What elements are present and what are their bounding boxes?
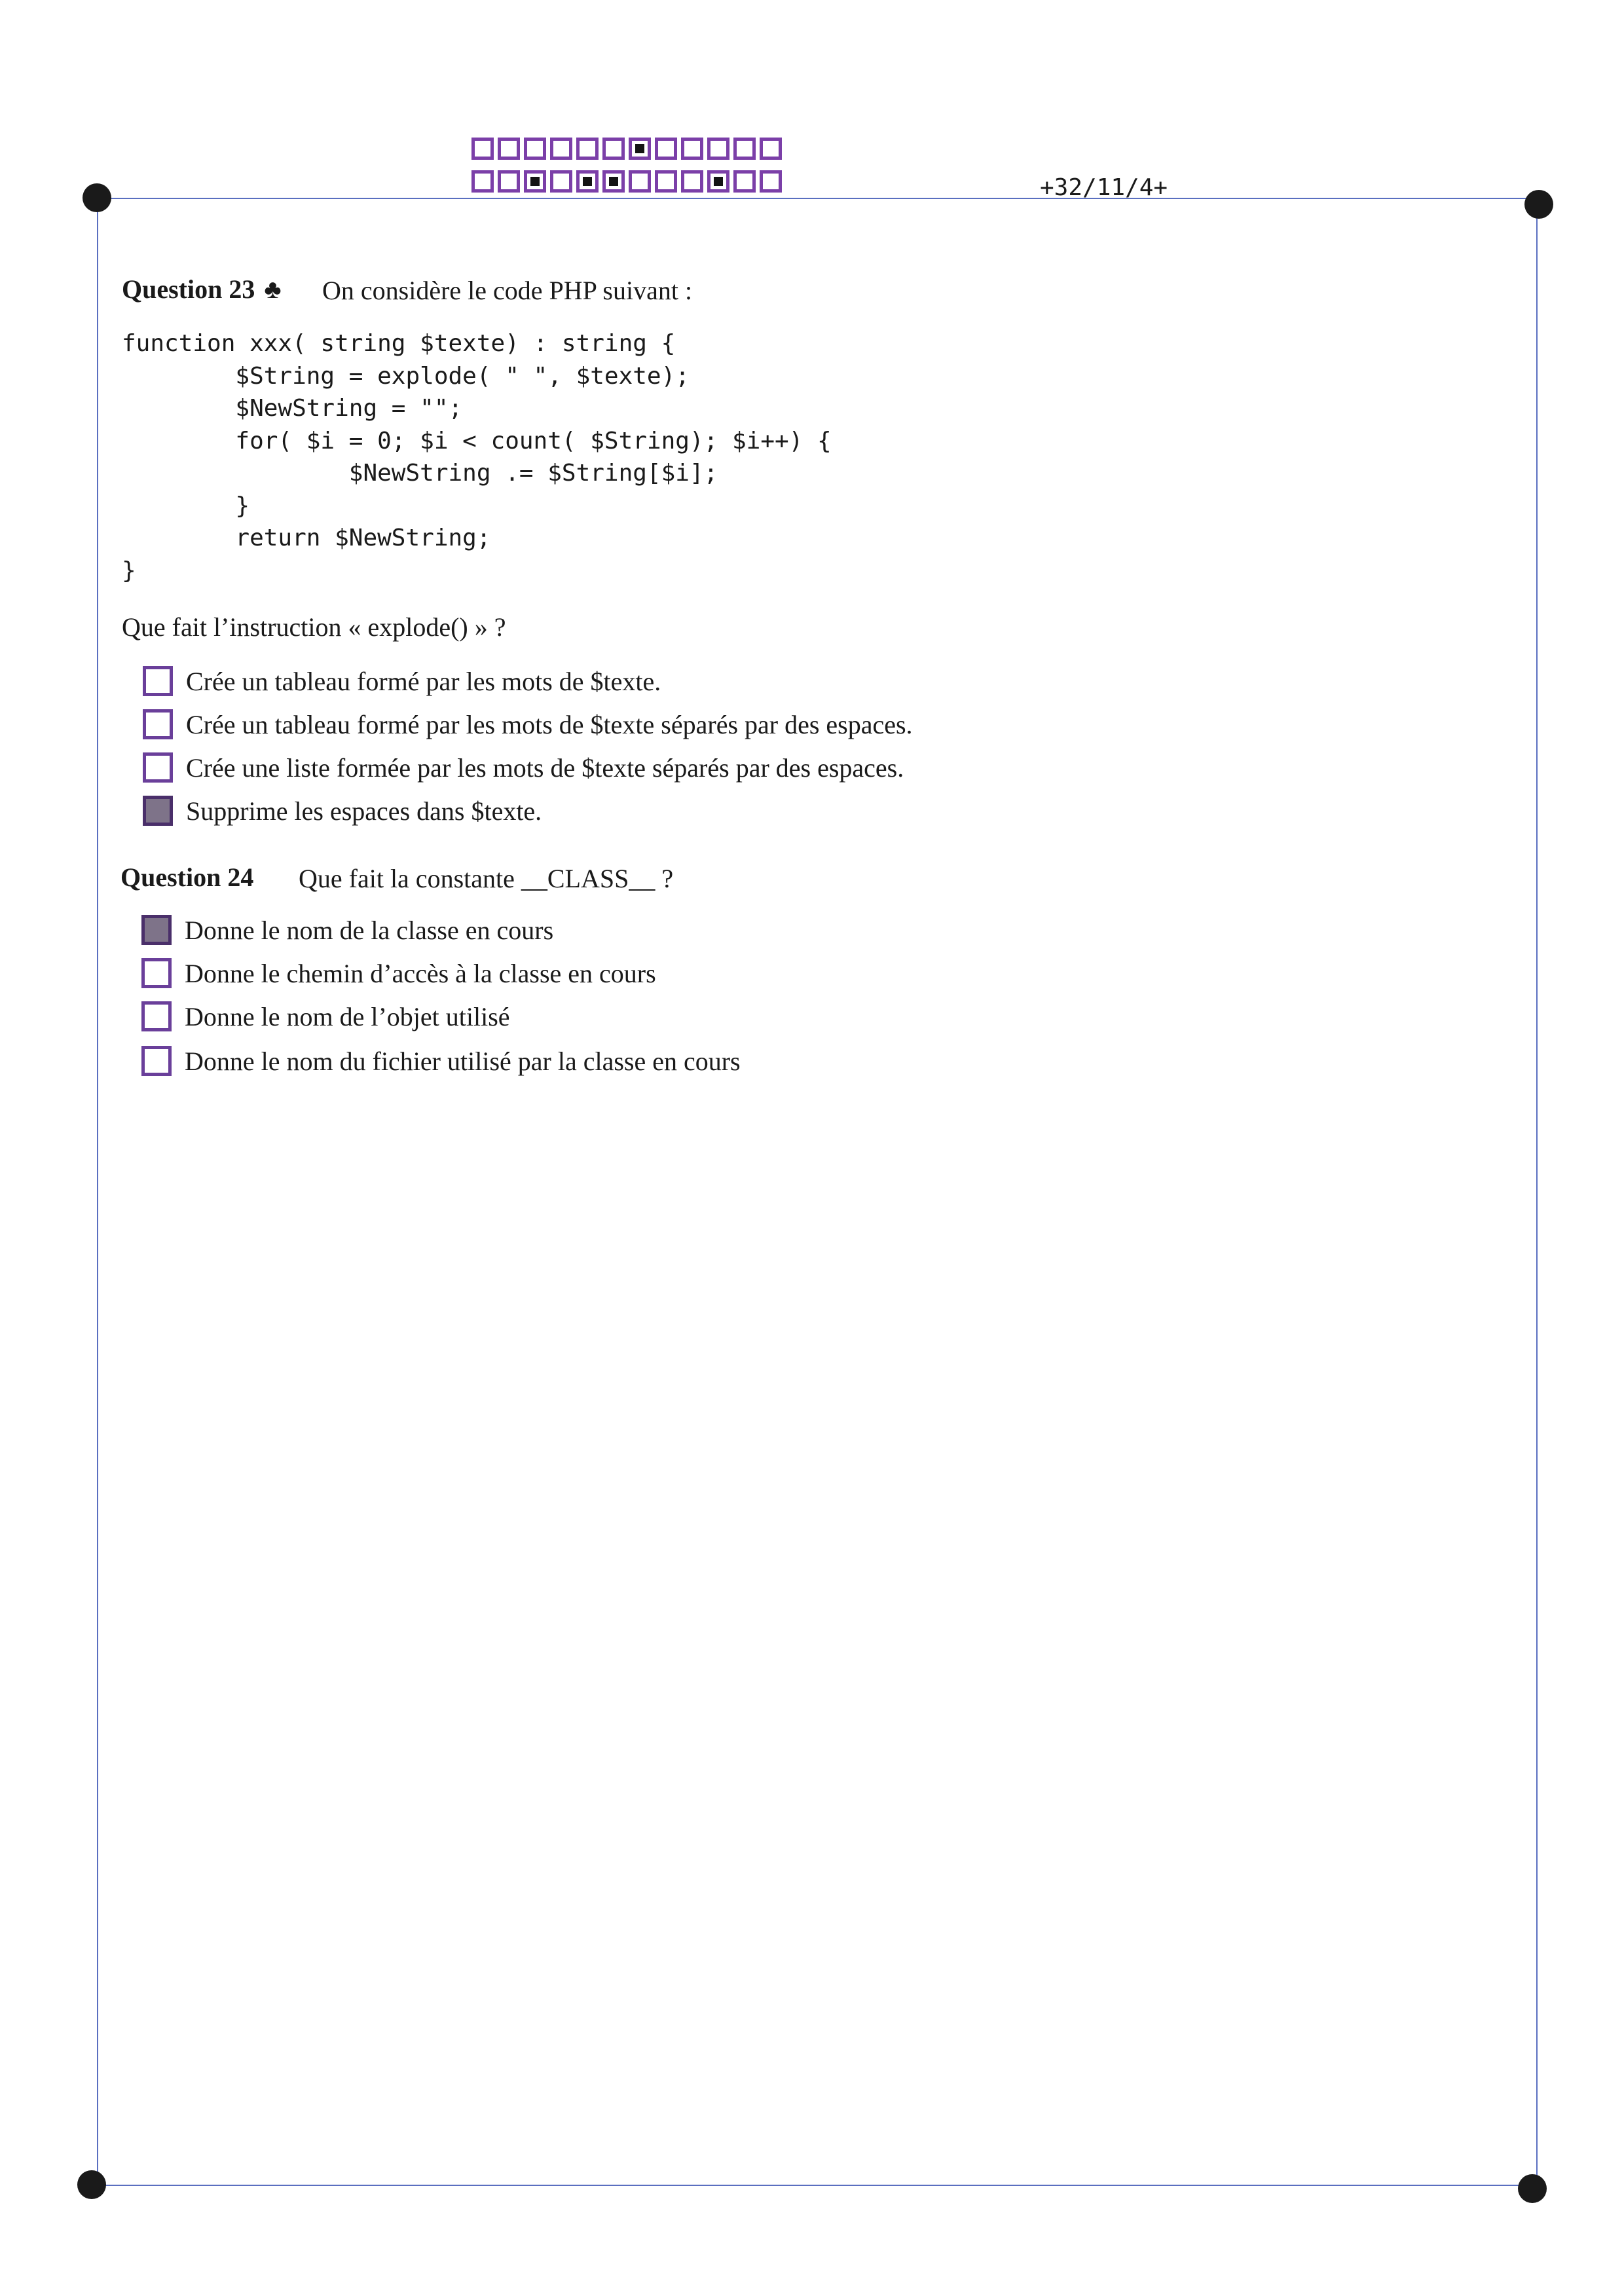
answer-option[interactable] — [143, 706, 913, 743]
code-line: } — [122, 557, 136, 584]
id-grid-cell — [760, 170, 782, 193]
frame-left-line — [97, 198, 98, 2185]
answer-checkbox[interactable] — [141, 915, 172, 945]
code-line: } — [122, 492, 250, 519]
id-grid-cell — [471, 138, 494, 160]
corner-mark-top-right — [1524, 190, 1553, 219]
question-24-header — [120, 862, 253, 893]
frame-bottom-line — [92, 2185, 1532, 2186]
id-grid-cell — [760, 138, 782, 160]
answer-label: Donne le nom de l’objet utilisé — [185, 1001, 510, 1031]
answer-checkbox[interactable] — [143, 709, 173, 739]
question-label: Question 24 — [120, 862, 254, 892]
answer-label: Supprime les espaces dans $texte. — [186, 796, 542, 826]
corner-mark-top-left — [83, 183, 111, 212]
id-grid-cell — [655, 170, 677, 193]
id-grid-cell — [655, 138, 677, 160]
answer-option[interactable] — [141, 912, 553, 948]
id-grid-cell — [550, 170, 572, 193]
frame-right-line — [1536, 199, 1538, 2186]
id-grid-cell — [602, 170, 625, 193]
id-grid-cell — [498, 170, 520, 193]
php-code-block — [122, 327, 832, 587]
id-grid-cell — [733, 170, 756, 193]
frame-top-line — [98, 198, 1539, 199]
answer-label: Crée un tableau formé par les mots de $texte. — [186, 666, 661, 696]
answer-label: Donne le nom du fichier utilisé par la classe en cours — [185, 1046, 741, 1076]
code-line: $NewString .= $String[$i]; — [122, 460, 718, 487]
club-symbol-icon: ♣ — [264, 274, 282, 304]
corner-mark-bottom-right — [1518, 2174, 1547, 2203]
answer-label: Crée une liste formée par les mots de $texte séparés par des espaces. — [186, 752, 904, 783]
id-grid-cell — [602, 138, 625, 160]
answer-option[interactable] — [141, 1043, 741, 1079]
code-line: $NewString = ""; — [122, 395, 463, 422]
question-23-question: Que fait l’instruction « explode() » ? — [122, 612, 506, 642]
question-23-prompt: On considère le code PHP suivant : — [322, 276, 693, 305]
id-grid-cell — [576, 170, 599, 193]
page-identifier: +32/11/4+ — [1040, 174, 1168, 201]
answer-checkbox[interactable] — [143, 752, 173, 783]
answer-option[interactable] — [141, 955, 656, 991]
id-grid-cell — [550, 138, 572, 160]
id-grid-cell — [576, 138, 599, 160]
id-grid-cell — [629, 138, 651, 160]
id-grid-row-2 — [471, 170, 786, 193]
answer-checkbox[interactable] — [141, 958, 172, 988]
code-line: function xxx( string $texte) : string { — [122, 330, 676, 357]
id-grid-cell — [707, 170, 729, 193]
id-grid-cell — [733, 138, 756, 160]
corner-mark-bottom-left — [77, 2170, 106, 2199]
answer-checkbox[interactable] — [143, 666, 173, 696]
answer-checkbox[interactable] — [143, 796, 173, 826]
code-line: for( $i = 0; $i < count( $String); $i++) { — [122, 427, 832, 454]
id-grid-cell — [471, 170, 494, 193]
id-grid-cell — [629, 170, 651, 193]
code-line: $String = explode( " ", $texte); — [122, 362, 690, 390]
id-grid-cell — [707, 138, 729, 160]
id-grid-row-1 — [471, 138, 786, 160]
id-grid-cell — [524, 170, 546, 193]
answer-option[interactable] — [143, 792, 542, 829]
id-grid-cell — [498, 138, 520, 160]
answer-checkbox[interactable] — [141, 1046, 172, 1076]
id-grid-cell — [524, 138, 546, 160]
answer-option[interactable] — [143, 663, 661, 699]
question-24-prompt: Que fait la constante __CLASS__ ? — [299, 864, 674, 893]
id-grid-cell — [681, 138, 703, 160]
answer-option[interactable] — [141, 998, 510, 1035]
question-23-header — [122, 274, 282, 305]
answer-option[interactable] — [143, 749, 904, 786]
answer-label: Donne le nom de la classe en cours — [185, 915, 554, 945]
question-label: Question 23 — [122, 274, 255, 304]
code-line: return $NewString; — [122, 525, 491, 551]
answer-label: Crée un tableau formé par les mots de $texte séparés par des espaces. — [186, 709, 913, 739]
id-grid-cell — [681, 170, 703, 193]
answer-label: Donne le chemin d’accès à la classe en cours — [185, 958, 656, 988]
answer-checkbox[interactable] — [141, 1001, 172, 1031]
